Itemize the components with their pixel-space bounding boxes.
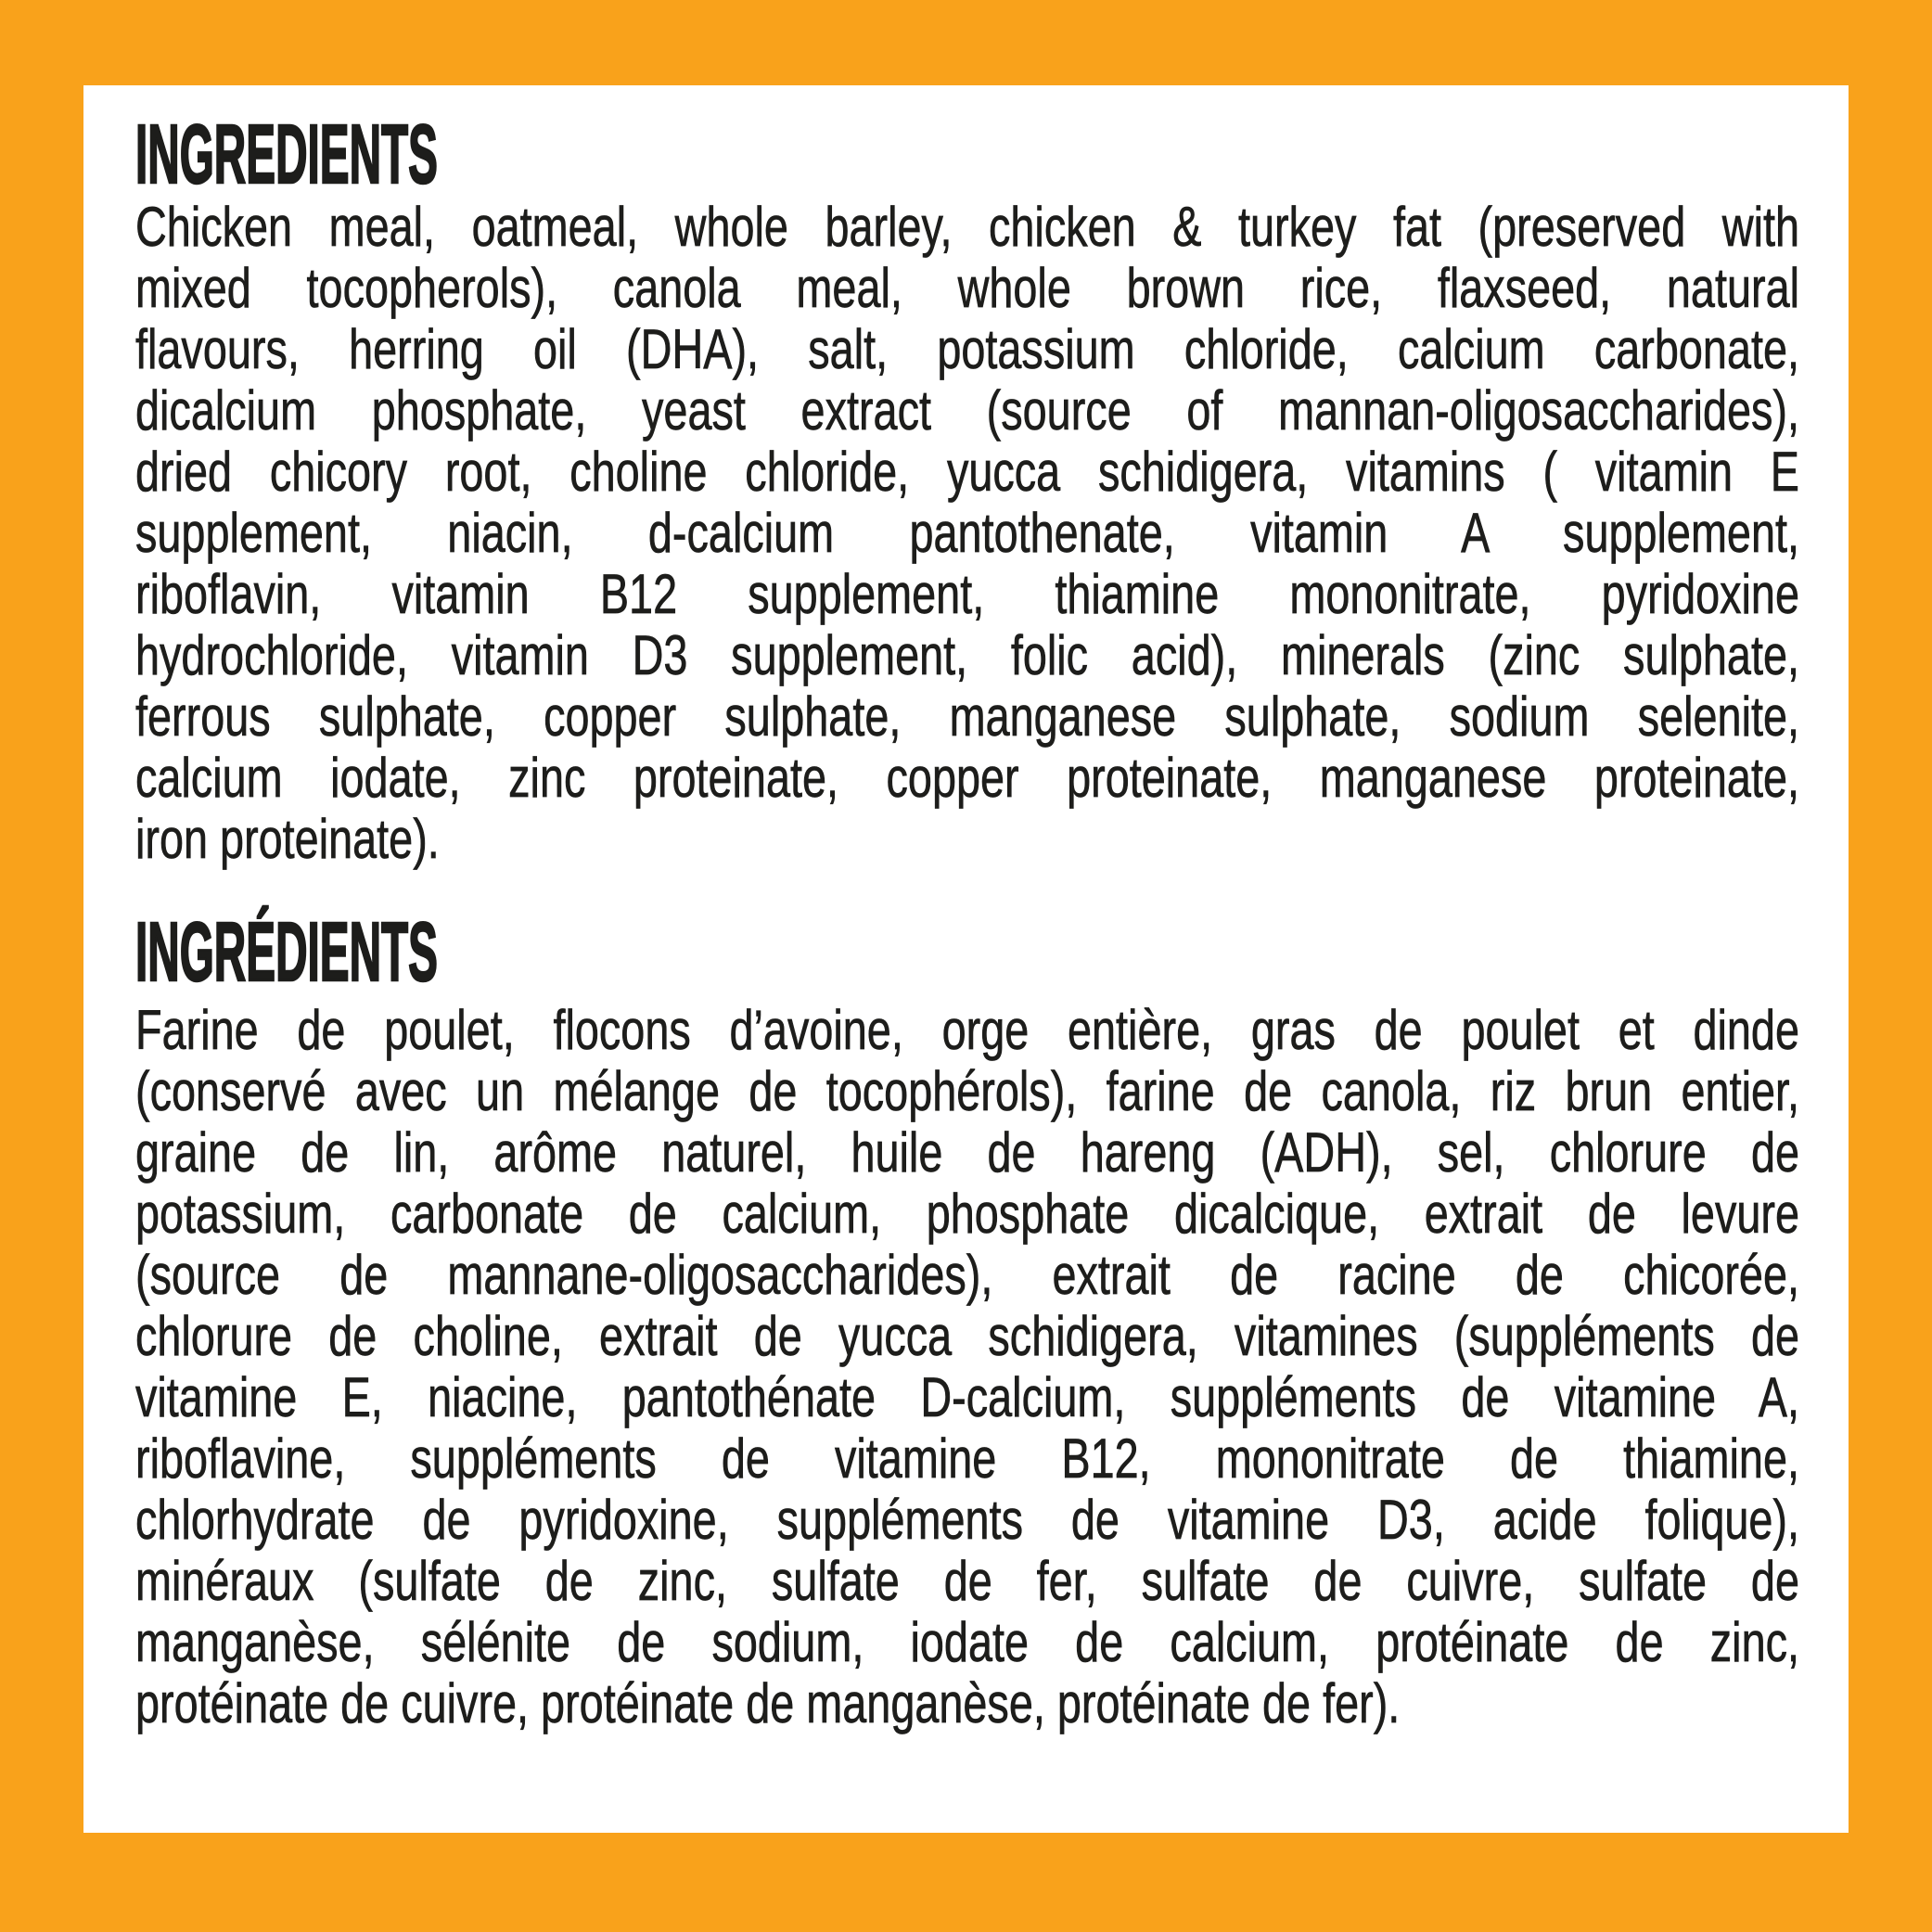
ingredient-line: riboflavin, vitamin B12 supplement, thiamine mononitrate, pyridoxine [135,563,1799,625]
ingredient-line: chlorhydrate de pyridoxine, suppléments de vitamine D3, acide folique), [135,1489,1799,1551]
ingredient-line: protéinate de cuivre, protéinate de manganèse, protéinate de fer). [135,1672,1401,1734]
ingredients-heading-french: INGRÉDIENTS [135,906,438,999]
ingredient-line: flavours, herring oil (DHA), salt, potassium chloride, calcium carbonate, [135,318,1799,380]
ingredient-line: ferrous sulphate, copper sulphate, manganese sulphate, sodium selenite, [135,685,1799,748]
ingredient-line: mixed tocopherols), canola meal, whole brown rice, flaxseed, natural [135,257,1799,319]
ingredient-line: Chicken meal, oatmeal, whole barley, chicken & turkey fat (preserved with [135,196,1799,258]
ingredients-paragraph-english [135,197,1799,870]
ingredients-paragraph-french [135,1000,1799,1734]
ingredient-line: vitamine E, niacine, pantothénate D-calcium, suppléments de vitamine A, [135,1366,1799,1428]
ingredient-line: dicalcium phosphate, yeast extract (source of mannan-oligosaccharides), [135,379,1799,441]
label-white-panel [83,85,1849,1833]
ingredient-line: calcium iodate, zinc proteinate, copper proteinate, manganese proteinate, [135,747,1799,809]
ingredient-line: iron proteinate). [135,808,440,870]
ingredient-line: supplement, niacin, d-calcium pantothenate, vitamin A supplement, [135,502,1799,564]
label-content [135,85,1799,1734]
ingredient-line: minéraux (sulfate de zinc, sulfate de fer, sulfate de cuivre, sulfate de [135,1550,1799,1612]
ingredient-line: (source de mannane-oligosaccharides), extrait de racine de chicorée, [135,1244,1799,1306]
ingredient-line: manganèse, sélénite de sodium, iodate de calcium, protéinate de zinc, [135,1611,1799,1673]
ingredient-line: hydrochloride, vitamin D3 supplement, folic acid), minerals (zinc sulphate, [135,624,1799,686]
ingredient-line: graine de lin, arôme naturel, huile de hareng (ADH), sel, chlorure de [135,1121,1799,1184]
ingredient-line: Farine de poulet, flocons d’avoine, orge entière, gras de poulet et dinde [135,999,1799,1061]
ingredient-line: dried chicory root, choline chloride, yucca schidigera, vitamins ( vitamin E [135,441,1799,503]
ingredients-heading-english: INGREDIENTS [135,109,438,201]
ingredient-line: (conservé avec un mélange de tocophérols), farine de canola, riz brun entier, [135,1060,1799,1122]
ingredient-line: riboflavine, suppléments de vitamine B12, mononitrate de thiamine, [135,1427,1799,1490]
ingredient-line: chlorure de choline, extrait de yucca schidigera, vitamines (suppléments de [135,1305,1799,1367]
ingredient-line: potassium, carbonate de calcium, phosphate dicalcique, extrait de levure [135,1183,1799,1245]
